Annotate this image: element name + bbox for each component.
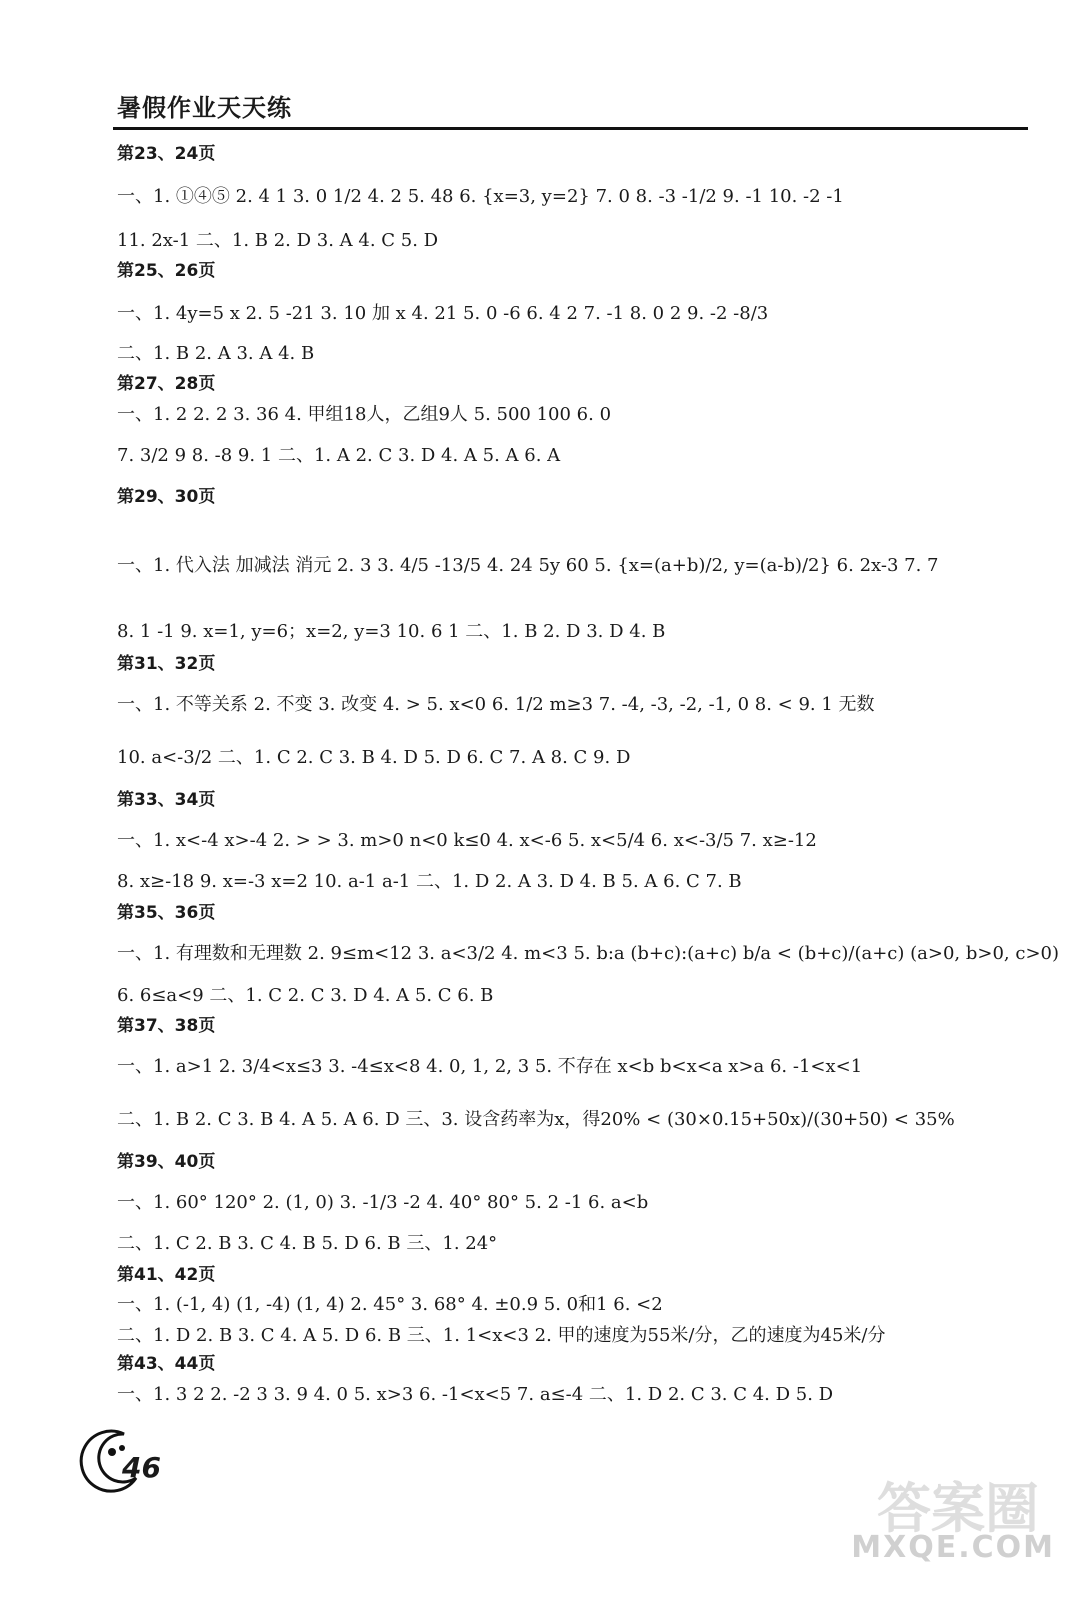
section-heading: 第27、28页	[117, 374, 216, 394]
section-heading: 第29、30页	[117, 487, 216, 507]
answer-line: 一、1. 2 2. 2 3. 36 4. 甲组18人，乙组9人 5. 500 100 6. 0	[117, 404, 612, 425]
header-rule	[113, 127, 1028, 130]
section-heading: 第31、32页	[117, 654, 216, 674]
answer-line: 一、1. 代入法 加减法 消元 2. 3 3. 4/5 -13/5 4. 24 5y 60 5. {x=(a+b)/2, y=(a-b)/2} 6. 2x-3 7. 7	[117, 555, 939, 576]
answer-line: 10. a<-3/2 二、1. C 2. C 3. B 4. D 5. D 6. C 7. A 8. C 9. D	[117, 747, 631, 768]
answer-line: 一、1. 4y=5 x 2. 5 -21 3. 10 加 x 4. 21 5. 0 -6 6. 4 2 7. -1 8. 0 2 9. -2 -8/3	[117, 303, 769, 324]
section-heading: 第37、38页	[117, 1016, 216, 1036]
section-heading: 第25、26页	[117, 261, 216, 281]
answer-line: 一、1. (-1, 4) (1, -4) (1, 4) 2. 45° 3. 68° 4. ±0.9 5. 0和1 6. <2	[117, 1294, 663, 1315]
section-heading: 第41、42页	[117, 1265, 216, 1285]
answer-line: 二、1. B 2. C 3. B 4. A 5. A 6. D 三、3. 设含药率为x，得20% < (30×0.15+50x)/(30+50) < 35%	[117, 1109, 955, 1130]
answer-line: 6. 6≤a<9 二、1. C 2. C 3. D 4. A 5. C 6. B	[117, 985, 494, 1006]
answer-line: 8. 1 -1 9. x=1, y=6；x=2, y=3 10. 6 1 二、1. B 2. D 3. D 4. B	[117, 621, 666, 642]
section-heading: 第33、34页	[117, 790, 216, 810]
section-heading: 第35、36页	[117, 903, 216, 923]
answer-line: 二、1. D 2. B 3. C 4. A 5. D 6. B 三、1. 1<x<3 2. 甲的速度为55米/分，乙的速度为45米/分	[117, 1325, 886, 1346]
answer-line: 二、1. B 2. A 3. A 4. B	[117, 343, 315, 364]
answer-line: 二、1. C 2. B 3. C 4. B 5. D 6. B 三、1. 24°	[117, 1233, 498, 1254]
answer-line: 7. 3/2 9 8. -8 9. 1 二、1. A 2. C 3. D 4. A 5. A 6. A	[117, 445, 561, 466]
page-number: 46	[122, 1451, 161, 1484]
section-heading: 第39、40页	[117, 1152, 216, 1172]
answer-line: 一、1. 3 2 2. -2 3 3. 9 4. 0 5. x>3 6. -1<x<5 7. a≤-4 二、1. D 2. C 3. C 4. D 5. D	[117, 1384, 834, 1405]
answer-line: 11. 2x-1 二、1. B 2. D 3. A 4. C 5. D	[117, 230, 439, 251]
section-heading: 第23、24页	[117, 144, 216, 164]
book-title: 暑假作业天天练	[117, 94, 292, 122]
answer-line: 一、1. 不等关系 2. 不变 3. 改变 4. > 5. x<0 6. 1/2 m≥3 7. -4, -3, -2, -1, 0 8. < 9. 1 无数	[117, 694, 875, 715]
answer-line: 一、1. ①④⑤ 2. 4 1 3. 0 1/2 4. 2 5. 48 6. {x=3, y=2} 7. 0 8. -3 -1/2 9. -1 10. -2 -1	[117, 186, 844, 207]
answer-line: 一、1. x<-4 x>-4 2. > > 3. m>0 n<0 k≤0 4. x<-6 5. x<5/4 6. x<-3/5 7. x≥-12	[117, 830, 817, 851]
answer-line: 8. x≥-18 9. x=-3 x=2 10. a-1 a-1 二、1. D 2. A 3. D 4. B 5. A 6. C 7. B	[117, 871, 742, 892]
answer-line: 一、1. 有理数和无理数 2. 9≤m<12 3. a<3/2 4. m<3 5. b:a (b+c):(a+c) b/a < (b+c)/(a+c) (a>0, b>0, c>0)	[117, 943, 1060, 964]
answer-line: 一、1. a>1 2. 3/4<x≤3 3. -4≤x<8 4. 0, 1, 2, 3 5. 不存在 x<b b<x<a x>a 6. -1<x<1	[117, 1056, 863, 1077]
section-heading: 第43、44页	[117, 1354, 216, 1374]
watermark-site: MXQE.COM	[851, 1530, 1055, 1565]
answer-line: 一、1. 60° 120° 2. (1, 0) 3. -1/3 -2 4. 40° 80° 5. 2 -1 6. a<b	[117, 1192, 649, 1213]
watermark-brand: 答案圈	[877, 1477, 1039, 1540]
